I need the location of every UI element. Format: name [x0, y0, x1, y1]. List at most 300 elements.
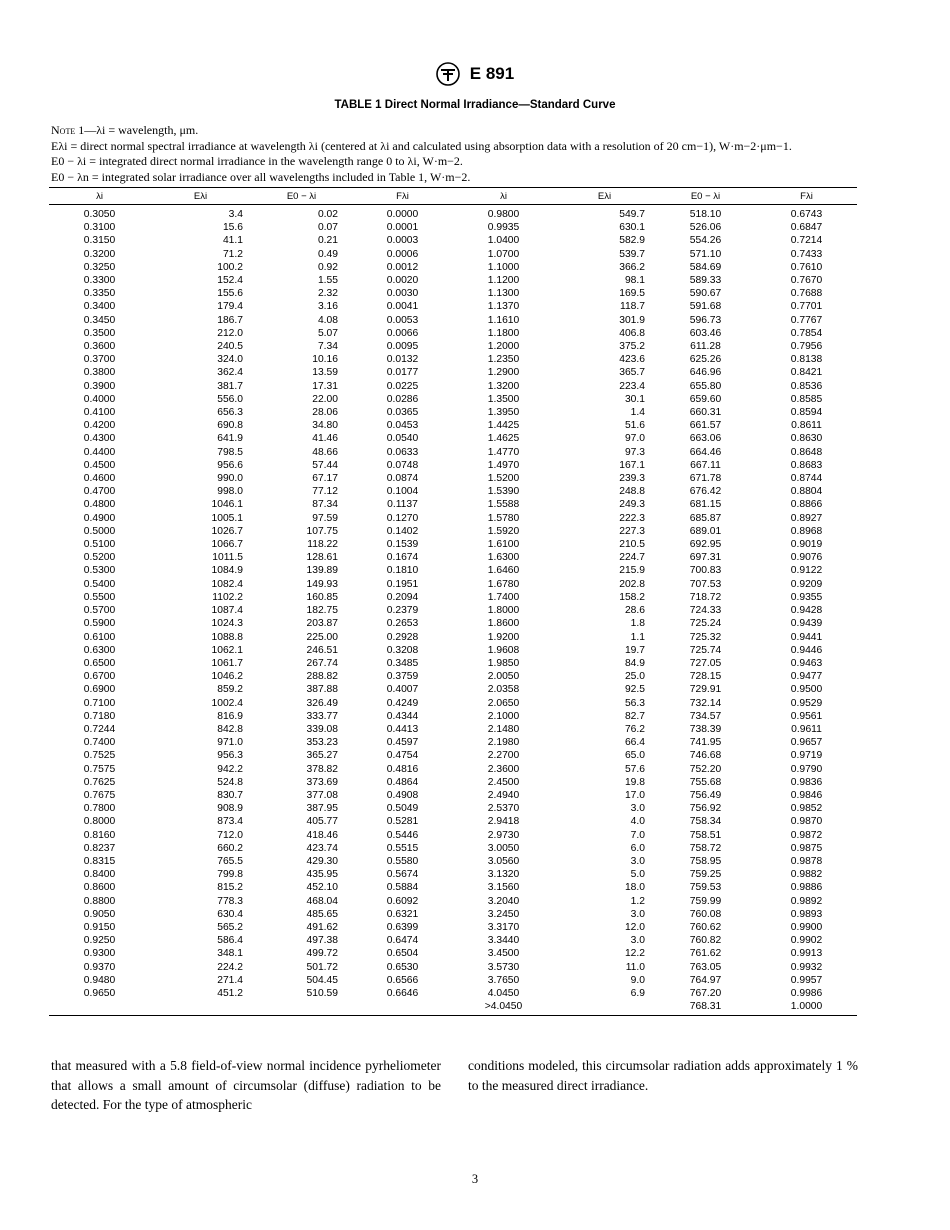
- col-header: λi: [453, 188, 554, 205]
- table-cell: 76.2: [624, 723, 645, 735]
- table-cell: 0.3450: [83, 314, 116, 326]
- table-cell: 1.8: [630, 618, 645, 630]
- table-cell: 0.6900: [83, 684, 116, 696]
- table-cell: 0.0453: [386, 420, 419, 432]
- table-cell: 0.5281: [386, 816, 419, 828]
- table-cell: 182.75: [306, 605, 338, 617]
- table-cell: 0.4597: [386, 737, 419, 749]
- table-cell: 3.2040: [487, 895, 520, 907]
- table-cell: [251, 1000, 352, 1016]
- table-cell: 760.08: [689, 908, 722, 920]
- table-cell: 0.0041: [386, 301, 419, 313]
- table-cell: 758.95: [689, 855, 722, 867]
- table-cell: 0.9878: [790, 855, 823, 867]
- table-cell: 0.6474: [386, 935, 419, 947]
- table-header: [49, 188, 857, 205]
- table-row: [49, 578, 857, 591]
- table-cell: 0.4816: [386, 763, 419, 775]
- table-cell: 0.9846: [790, 789, 823, 801]
- table-cell: 7.34: [317, 341, 338, 353]
- table-cell: 223.4: [619, 380, 645, 392]
- table-cell: 0.9500: [790, 684, 823, 696]
- table-cell: 212.0: [217, 327, 243, 339]
- table-cell: 485.65: [306, 908, 338, 920]
- table-cell: 0.9657: [790, 737, 823, 749]
- table-cell: 6.9: [630, 987, 645, 999]
- table-cell: 7.0: [630, 829, 645, 841]
- table-cell: 0.9986: [790, 987, 823, 999]
- table-cell: 22.00: [312, 393, 338, 405]
- table-cell: 0.9836: [790, 776, 823, 788]
- table-cell: 0.49: [317, 248, 338, 260]
- table-cell: 0.9122: [790, 565, 823, 577]
- table-cell: 97.59: [312, 512, 338, 524]
- table-cell: 760.62: [689, 921, 722, 933]
- table-cell: 0.6530: [386, 961, 419, 973]
- table-row: [49, 1000, 857, 1016]
- table-row: [49, 961, 857, 974]
- table-cell: 97.0: [624, 433, 645, 445]
- table-cell: 1088.8: [211, 631, 243, 643]
- table-cell: 5.0: [630, 869, 645, 881]
- table-body: [49, 205, 857, 1016]
- table-cell: 1002.4: [211, 697, 243, 709]
- table-cell: 0.7400: [83, 737, 116, 749]
- table-cell: 57.44: [312, 459, 338, 471]
- table-cell: 3.0: [630, 935, 645, 947]
- table-cell: 0.9872: [790, 829, 823, 841]
- table-cell: 0.4864: [386, 776, 419, 788]
- table-cell: 387.95: [306, 803, 338, 815]
- table-cell: 873.4: [217, 816, 243, 828]
- table-cell: 1.4970: [487, 459, 520, 471]
- table-cell: 497.38: [306, 935, 338, 947]
- table-row: [49, 419, 857, 432]
- table-cell: 0.5200: [83, 552, 116, 564]
- table-row: [49, 921, 857, 934]
- table-cell: 0.8611: [791, 420, 822, 432]
- table-cell: 373.69: [306, 776, 338, 788]
- table-cell: 3.3170: [487, 921, 520, 933]
- table-cell: 0.0020: [386, 275, 419, 287]
- table-row: [49, 749, 857, 762]
- table-cell: 656.3: [217, 407, 243, 419]
- table-row: [49, 895, 857, 908]
- table-cell: 697.31: [689, 552, 722, 564]
- table-cell: 1.8600: [487, 618, 520, 630]
- col-header: λi: [49, 188, 150, 205]
- table-cell: 692.95: [689, 539, 722, 551]
- table-cell: 0.0874: [386, 473, 419, 485]
- table-cell: 2.4500: [487, 776, 520, 788]
- table-cell: 0.7688: [790, 288, 823, 300]
- table-cell: 2.1480: [487, 723, 520, 735]
- table-cell: 1.3500: [487, 393, 520, 405]
- table-cell: 0.6700: [83, 671, 116, 683]
- table-cell: 451.2: [217, 987, 243, 999]
- table-row: [49, 314, 857, 327]
- table-row: [49, 274, 857, 287]
- table-cell: 1066.7: [211, 539, 243, 551]
- table-cell: 571.10: [689, 248, 722, 260]
- table-cell: 0.0748: [386, 459, 419, 471]
- page-number: 3: [471, 1172, 479, 1186]
- table-cell: 738.39: [689, 723, 722, 735]
- table-cell: 998.0: [217, 486, 243, 498]
- table-cell: 859.2: [217, 684, 243, 696]
- table-cell: 0.5446: [386, 829, 419, 841]
- table-cell: 0.8683: [790, 459, 823, 471]
- table-cell: 908.9: [217, 803, 243, 815]
- table-cell: 1.5920: [487, 525, 520, 537]
- table-cell: 830.7: [217, 789, 243, 801]
- table-cell: 630.4: [217, 908, 243, 920]
- table-cell: 87.34: [312, 499, 338, 511]
- table-row: [49, 525, 857, 538]
- table-cell: 67.17: [312, 473, 338, 485]
- table-cell: 0.0177: [386, 367, 419, 379]
- table-cell: 2.4940: [487, 789, 520, 801]
- table-row: [49, 604, 857, 617]
- table-cell: 0.6743: [790, 209, 823, 220]
- table-cell: 2.1980: [487, 737, 520, 749]
- table-row: [49, 366, 857, 379]
- table-cell: 0.1004: [386, 486, 419, 498]
- table-row: [49, 710, 857, 723]
- table-cell: 685.87: [689, 512, 722, 524]
- table-cell: 271.4: [217, 974, 243, 986]
- table-cell: 1.3950: [487, 407, 520, 419]
- table-cell: 0.0633: [386, 446, 419, 458]
- table-cell: 118.7: [619, 301, 645, 313]
- table-cell: 13.59: [312, 367, 338, 379]
- table-cell: 0.7767: [790, 314, 823, 326]
- table-cell: 842.8: [217, 723, 243, 735]
- table-cell: 759.53: [689, 882, 722, 894]
- table-cell: 167.1: [619, 459, 645, 471]
- table-cell: 0.9852: [790, 803, 823, 815]
- table-cell: 0.3100: [83, 222, 116, 234]
- table-cell: 118.22: [307, 539, 338, 551]
- table-cell: 3.4500: [487, 948, 520, 960]
- table-cell: 418.46: [306, 829, 338, 841]
- table-cell: 759.99: [689, 895, 722, 907]
- table-cell: 155.6: [217, 288, 243, 300]
- table-cell: 524.8: [217, 776, 243, 788]
- table-cell: >4.0450: [453, 1000, 554, 1016]
- table-cell: 1.2900: [487, 367, 520, 379]
- table-cell: 0.6566: [386, 974, 419, 986]
- note-line-4: E0 − λn = integrated solar irradiance over all wavelengths included in Table 1, W·m−2.: [51, 169, 471, 184]
- table-cell: 2.0050: [487, 671, 520, 683]
- table-cell: 667.11: [690, 459, 721, 471]
- table-cell: 348.1: [217, 948, 243, 960]
- table-cell: 0.9477: [790, 671, 823, 683]
- table-cell: 0.5400: [83, 578, 116, 590]
- table-cell: 0.9480: [83, 974, 116, 986]
- table-cell: 752.20: [689, 763, 722, 775]
- table-cell: 630.1: [619, 222, 645, 234]
- table-cell: 0.3350: [83, 288, 116, 300]
- table-cell: 518.10: [689, 209, 722, 220]
- standard-designation: E 891: [469, 64, 515, 83]
- table-cell: 0.9611: [791, 723, 822, 735]
- table-cell: 362.4: [217, 367, 243, 379]
- table-cell: 0.4754: [386, 750, 419, 762]
- table-cell: 990.0: [217, 473, 243, 485]
- table-cell: 0.8594: [790, 407, 823, 419]
- table-cell: 0.1137: [387, 499, 418, 511]
- table-cell: 1011.5: [212, 552, 243, 564]
- table-cell: 0.3250: [83, 261, 116, 273]
- table-cell: 0.7525: [83, 750, 116, 762]
- table-cell: 2.0650: [487, 697, 520, 709]
- table-cell: 0.9935: [487, 222, 520, 234]
- table-cell: 0.7675: [83, 789, 116, 801]
- table-cell: 2.2700: [487, 750, 520, 762]
- table-cell: 30.1: [624, 393, 645, 405]
- table-cell: 4.0450: [487, 987, 520, 999]
- table-cell: 186.7: [217, 314, 243, 326]
- table-row: [49, 380, 857, 393]
- table-cell: 423.6: [619, 354, 645, 366]
- table-cell: 0.07: [317, 222, 338, 234]
- table-cell: 0.9893: [790, 908, 823, 920]
- table-cell: 1.9608: [487, 644, 520, 656]
- table-cell: [49, 1000, 150, 1016]
- table-cell: 0.6100: [83, 631, 116, 643]
- table-cell: 1.1370: [487, 301, 520, 313]
- table-cell: 0.5515: [386, 842, 419, 854]
- table-row: [49, 908, 857, 921]
- table-cell: 0.2653: [386, 618, 419, 630]
- table-cell: 0.9250: [83, 935, 116, 947]
- table-cell: 758.51: [689, 829, 722, 841]
- table-row: [49, 776, 857, 789]
- table-cell: 326.49: [306, 697, 338, 709]
- table-row: [49, 261, 857, 274]
- table-cell: 0.3300: [83, 275, 116, 287]
- table-cell: 0.7575: [83, 763, 116, 775]
- table-cell: 17.31: [312, 380, 338, 392]
- table-cell: 0.02: [317, 209, 338, 220]
- table-cell: 611.28: [690, 341, 721, 353]
- table-cell: 2.3600: [487, 763, 520, 775]
- table-cell: 77.12: [312, 486, 338, 498]
- astm-logo-icon: [436, 62, 460, 86]
- table-cell: 660.2: [217, 842, 243, 854]
- table-cell: 0.0132: [386, 354, 419, 366]
- table-cell: 0.8138: [790, 354, 823, 366]
- table-cell: 0.4000: [83, 393, 116, 405]
- table-cell: 224.7: [619, 552, 645, 564]
- table-cell: [554, 1000, 655, 1016]
- table-cell: 3.5730: [487, 961, 520, 973]
- table-cell: 0.3150: [83, 235, 116, 247]
- table-cell: 0.9882: [790, 869, 823, 881]
- table-cell: 798.5: [217, 446, 243, 458]
- table-cell: 0.7180: [83, 710, 116, 722]
- table-cell: 225.00: [306, 631, 338, 643]
- note-1-text: 1—λi = wavelength, μm.: [78, 123, 199, 137]
- table-row: [49, 446, 857, 459]
- table-row: [49, 631, 857, 644]
- table-cell: 3.0: [630, 908, 645, 920]
- table-row: [49, 498, 857, 511]
- table-cell: 755.68: [689, 776, 722, 788]
- table-cell: 2.1000: [487, 710, 520, 722]
- table-cell: [352, 1000, 453, 1016]
- table-cell: 646.96: [689, 367, 722, 379]
- table-cell: 179.4: [217, 301, 243, 313]
- table-row: [49, 287, 857, 300]
- table-cell: 0.9076: [790, 552, 823, 564]
- table-cell: 1.5780: [487, 512, 520, 524]
- body-text-right: conditions modeled, this circumsolar radiation adds approximately 1 % to the measured direct irradiance.: [468, 1058, 858, 1093]
- table-row: [49, 881, 857, 894]
- table-cell: 246.51: [306, 644, 338, 656]
- note-label: Note: [51, 123, 76, 137]
- table-cell: 0.3500: [83, 327, 116, 339]
- table-row: [49, 485, 857, 498]
- table-cell: 815.2: [217, 882, 243, 894]
- table-cell: 0.3600: [83, 341, 116, 353]
- table-cell: 0.6500: [83, 657, 116, 669]
- table-cell: 0.8800: [83, 895, 116, 907]
- table-row: [49, 393, 857, 406]
- irradiance-table-wrapper: [49, 187, 857, 1016]
- table-cell: 0.3759: [386, 671, 419, 683]
- table-cell: 1026.7: [211, 525, 243, 537]
- table-cell: 0.9913: [790, 948, 823, 960]
- table-cell: 82.7: [624, 710, 645, 722]
- table-cell: 0.0365: [386, 407, 419, 419]
- table-cell: 1024.3: [211, 618, 243, 630]
- table-cell: 248.8: [619, 486, 645, 498]
- table-cell: 0.8630: [790, 433, 823, 445]
- table-row: [49, 512, 857, 525]
- table-row: [49, 736, 857, 749]
- table-cell: 100.2: [217, 261, 243, 273]
- table-row: [49, 221, 857, 234]
- table-cell: 1.4: [630, 407, 645, 419]
- note-line-1: [51, 123, 871, 139]
- table-cell: 0.9441: [790, 631, 823, 643]
- table-cell: 0.4400: [83, 446, 116, 458]
- table-cell: 759.25: [689, 869, 722, 881]
- table-cell: 0.2094: [386, 591, 419, 603]
- table-cell: 423.74: [306, 842, 338, 854]
- table-cell: 655.80: [689, 380, 722, 392]
- table-cell: 3.16: [317, 301, 338, 313]
- table-cell: 3.0: [630, 803, 645, 815]
- table-cell: 1.9850: [487, 657, 520, 669]
- table-cell: 11.0: [625, 961, 645, 973]
- table-cell: 0.3700: [83, 354, 116, 366]
- table-cell: 387.88: [306, 684, 338, 696]
- table-cell: 596.73: [689, 314, 722, 326]
- table-cell: 1005.1: [211, 512, 243, 524]
- table-cell: 222.3: [619, 512, 645, 524]
- table-cell: 429.30: [306, 855, 338, 867]
- table-cell: 0.4100: [83, 407, 116, 419]
- table-cell: 707.53: [689, 578, 722, 590]
- table-cell: 0.8315: [83, 855, 116, 867]
- table-row: [49, 617, 857, 630]
- table-row: [49, 340, 857, 353]
- table-cell: [150, 1000, 251, 1016]
- table-cell: 1.2350: [487, 354, 520, 366]
- table-cell: 107.75: [306, 525, 338, 537]
- table-row: [49, 934, 857, 947]
- table-cell: 664.46: [689, 446, 722, 458]
- table-cell: 97.3: [624, 446, 645, 458]
- table-cell: 3.0560: [487, 855, 520, 867]
- table-cell: 5.07: [317, 327, 338, 339]
- table-cell: 0.6646: [386, 987, 419, 999]
- table-cell: 0.1270: [386, 512, 419, 524]
- table-cell: 0.9650: [83, 987, 116, 999]
- table-cell: 1084.9: [211, 565, 243, 577]
- note-line-3: E0 − λi = integrated direct normal irradiance in the wavelength range 0 to λi, W·m−2.: [51, 154, 463, 168]
- table-cell: 1.0000: [756, 1000, 857, 1016]
- table-cell: 1.4425: [487, 420, 520, 432]
- table-cell: 1.5200: [487, 473, 520, 485]
- table-cell: 249.3: [619, 499, 645, 511]
- table-cell: 763.05: [689, 961, 722, 973]
- table-cell: 756.49: [689, 789, 722, 801]
- table-cell: 0.7670: [790, 275, 823, 287]
- table-cell: 0.9446: [790, 644, 823, 656]
- table-cell: 0.6300: [83, 644, 116, 656]
- table-cell: 0.8237: [83, 842, 116, 854]
- table-cell: 435.95: [306, 869, 338, 881]
- table-cell: 676.42: [689, 486, 722, 498]
- table-cell: 768.31: [655, 1000, 756, 1016]
- table-cell: 1.1610: [487, 314, 520, 326]
- col-header: Fλi: [352, 188, 453, 205]
- table-cell: 1.3200: [487, 380, 520, 392]
- table-cell: 0.6847: [790, 222, 823, 234]
- table-cell: 0.8421: [790, 367, 823, 379]
- table-cell: 1.1300: [487, 288, 520, 300]
- table-row: [49, 248, 857, 261]
- table-cell: 1.4770: [487, 446, 520, 458]
- table-cell: 0.9790: [790, 763, 823, 775]
- table-cell: 591.68: [689, 301, 722, 313]
- table-cell: 725.24: [689, 618, 722, 630]
- table-cell: 0.9529: [790, 697, 823, 709]
- table-cell: 641.9: [217, 433, 243, 445]
- table-cell: 3.0: [630, 855, 645, 867]
- table-row: [49, 205, 857, 222]
- table-cell: 728.15: [689, 671, 722, 683]
- table-cell: 1.2: [630, 895, 645, 907]
- table-cell: 526.06: [689, 222, 722, 234]
- table-cell: 681.15: [689, 499, 722, 511]
- table-cell: 0.5900: [83, 618, 116, 630]
- table-row: [49, 327, 857, 340]
- table-cell: 0.8585: [790, 393, 823, 405]
- table-cell: 0.3900: [83, 380, 116, 392]
- table-cell: 756.92: [689, 803, 722, 815]
- table-cell: 57.6: [624, 763, 645, 775]
- body-text-left: that measured with a 5.8 field-of-view normal incidence pyrheliometer that allows a small amount of circumsolar (diffuse) radiation to be detected. For the type of atmospheric: [51, 1058, 441, 1112]
- table-cell: 0.92: [317, 261, 338, 273]
- table-row: [49, 300, 857, 313]
- table-cell: 41.46: [312, 433, 338, 445]
- table-cell: 1.6100: [487, 539, 520, 551]
